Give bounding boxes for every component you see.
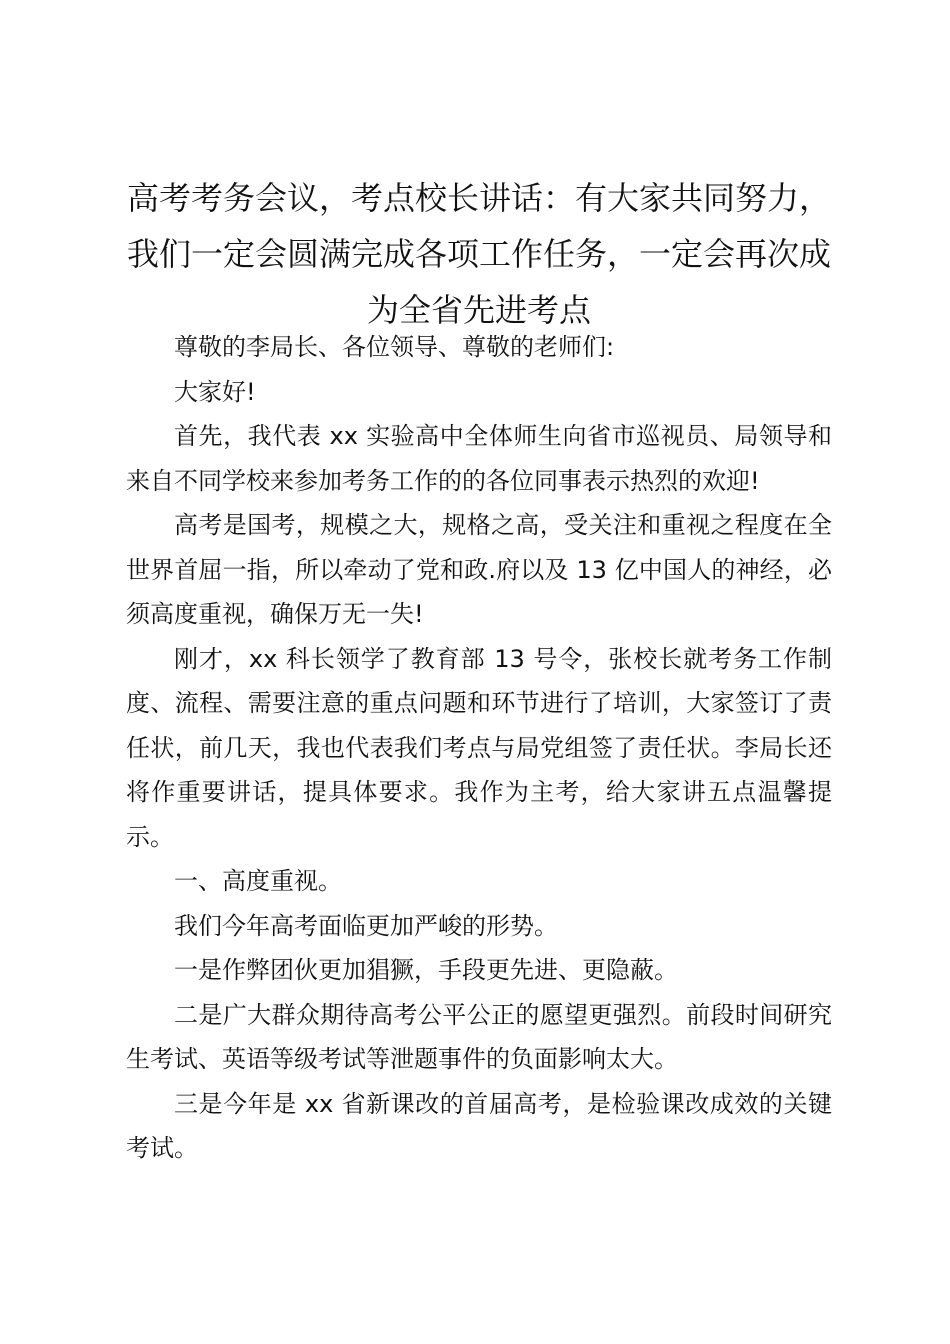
paragraph-salutation: 尊敬的李局长、各位领导、尊敬的老师们: [174, 333, 615, 361]
paragraph-point-one: 一是作弊团伙更加猖獗，手段更先进、更隐蔽。 [174, 956, 678, 984]
paragraph-point-two: 二是广大群众期待高考公平公正的愿望更强烈。前段时间研究生考试、英语等级考试等泄题事件的负面影响太大。 [126, 1000, 832, 1073]
paragraph-training: 刚才，xx 科长领学了教育部 13 号令，张校长就考务工作制度、流程、需要注意的重点问题和环节进行了培训，大家签订了责任状，前几天，我也代表我们考点与局党组签了责任状。李局长还将作重要讲话，提具体要求。我作为主考，给大家讲五点温馨提示。 [126, 644, 832, 851]
document-title: 高考考务会议，考点校长讲话：有大家共同努力，我们一定会圆满完成各项工作任务，一定会再次成为全省先进考点 [126, 179, 831, 329]
paragraph-point-three: 三是今年是 xx 省新课改的首届高考，是检验课改成效的关键考试。 [126, 1089, 832, 1162]
paragraph-welcome: 首先，我代表 xx 实验高中全体师生向省市巡视员、局领导和来自不同学校来参加考务工作的的各位同事表示热烈的欢迎! [126, 422, 832, 495]
paragraph-greeting: 大家好! [174, 377, 256, 406]
paragraph-situation: 我们今年高考面临更加严峻的形势。 [174, 911, 558, 940]
paragraph-section-heading: 一、高度重视。 [174, 867, 342, 895]
paragraph-importance: 高考是国考，规模之大，规格之高，受关注和重视之程度在全世界首屈一指，所以牵动了党和政.府以及 13 亿中国人的神经，必须高度重视，确保万无一失! [126, 511, 832, 628]
document-body [126, 325, 832, 1171]
